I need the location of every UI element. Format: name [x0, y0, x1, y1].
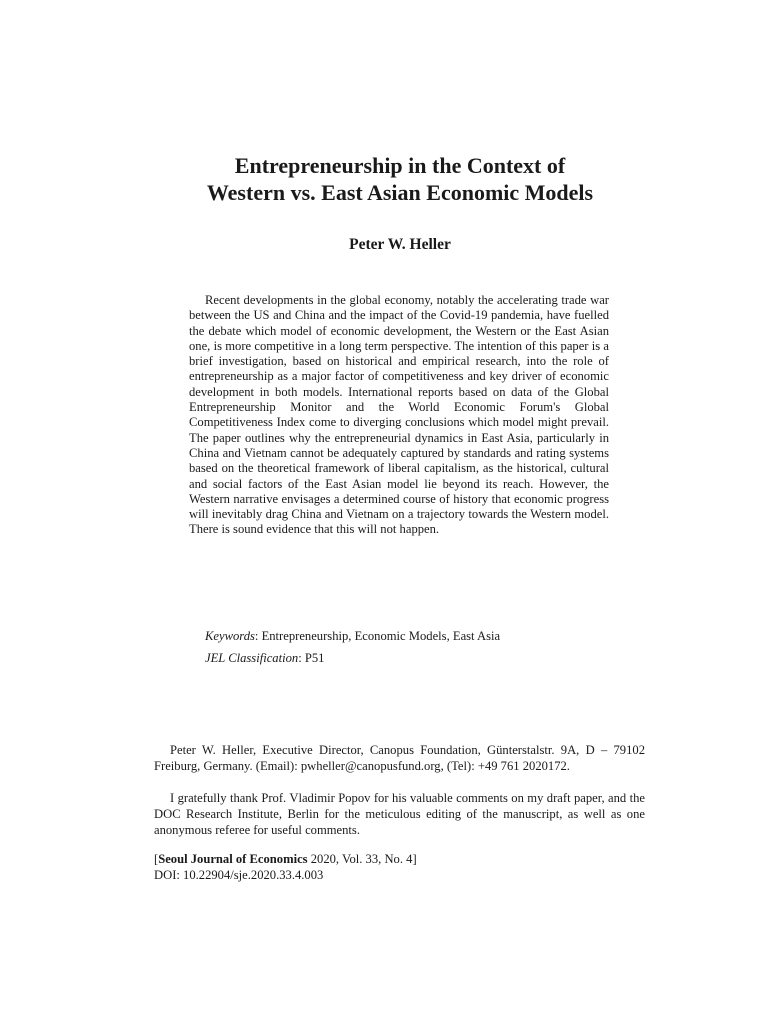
doi-line: DOI: 10.22904/sje.2020.33.4.003	[154, 868, 324, 882]
jel-value: : P51	[298, 651, 325, 665]
keywords-value: : Entrepreneurship, Economic Models, East Asia	[254, 629, 501, 643]
title-line-1: Entrepreneurship in the Context of	[234, 153, 566, 178]
title-line-2: Western vs. East Asian Economic Models	[206, 180, 594, 205]
journal-name: Seoul Journal of Economics	[158, 852, 308, 866]
abstract-text: Recent developments in the global economy, notably the accelerating trade war between the US and China and the impact of the Covid-19 pandemia, have fuelled the debate which model of economic development, the Western or the East Asian one, is more competitive in a long term perspective. The intention of this paper is a brief investigation, based on historical and empirical research, into the role of entrepreneurship as a major factor of competitiveness and key driver of economic development in both models. International reports based on data of the Global Entrepreneurship Monitor and the World Economic Forum's Global Competitiveness Index come to diverging conclusions which model might prevail. The paper outlines why the entrepreneurial dynamics in East Asia, particularly in China and Vietnam cannot be adequately captured by standards and rating systems based on the theoretical framework of liberal capitalism, as the historical, cultural and social factors of the East Asian model lie beyond its reach. However, the Western narrative envisages a determined course of history that economic progress will inevitably drag China and Vietnam on a trajectory towards the Western model. There is sound evidence that this will not happen.	[189, 293, 609, 537]
author-name: Peter W. Heller	[349, 236, 451, 253]
acknowledgement-footnote: I gratefully thank Prof. Vladimir Popov for his valuable comments on my draft paper, and the DOC Research Institute, Berlin for the meticulous editing of the manuscript, as well as one anonymous referee for useful comments.	[154, 791, 645, 837]
keywords-line	[205, 628, 625, 644]
journal-bracket-open: [	[154, 852, 159, 866]
jel-label: JEL Classification	[205, 651, 299, 665]
paper-title	[100, 152, 700, 206]
journal-details: 2020, Vol. 33, No. 4]	[307, 852, 417, 866]
journal-citation	[154, 851, 645, 867]
author-affiliation-footnote: Peter W. Heller, Executive Director, Canopus Foundation, Günterstalstr. 9A, D – 79102 Freiburg, Germany. (Email): pwheller@canopusfund.org, (Tel): +49 761 2020172.	[154, 743, 645, 773]
keywords-label: Keywords	[205, 629, 255, 643]
jel-line	[205, 650, 625, 666]
